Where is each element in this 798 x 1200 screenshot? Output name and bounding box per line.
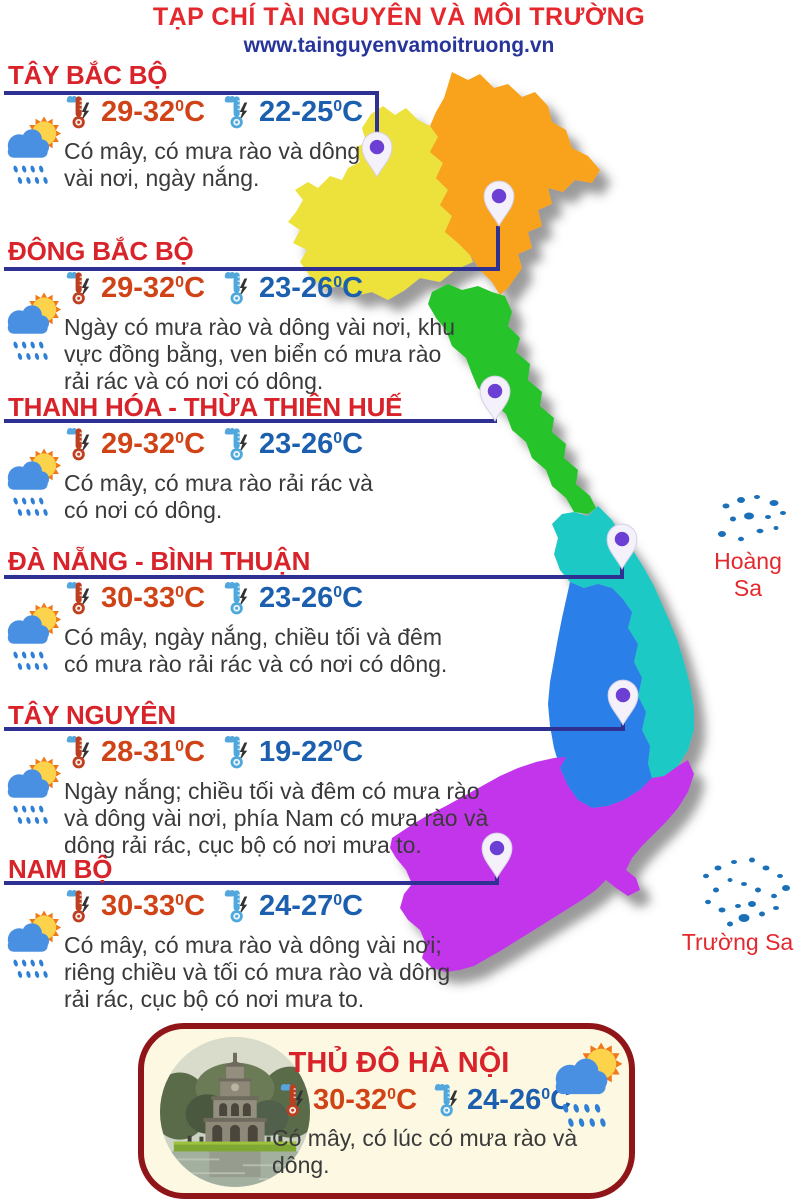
night-temperature: $19-22^0C$: [259, 735, 364, 768]
night-temperature: $23-26^0C$: [259, 427, 364, 460]
thermometer-cold-icon: [222, 425, 252, 463]
thermometer-hot-icon: [64, 269, 94, 307]
hanoi-box: [138, 1023, 635, 1199]
sun-behind-rain-cloud-icon: [0, 744, 64, 840]
region-forecast: Ngày có mưa rào và dông vài nơi, khu vực đồng bằng, ven biển có mưa rào rải rác và có nơi có dông.: [64, 314, 456, 394]
region-block-dong-bac-bo: [0, 236, 660, 394]
night-temperature: $24-26^0C$: [467, 1083, 572, 1116]
sun-behind-rain-cloud-icon: [0, 590, 64, 686]
region-block-tay-nguyen: [0, 700, 660, 858]
thermometer-hot-icon: [278, 1081, 308, 1119]
hanoi-forecast: Có mây, có lúc có mưa rào và dông.: [272, 1125, 578, 1178]
region-title: TÂY NGUYÊN: [8, 700, 176, 730]
region-block-thanh-hoa-hue: [0, 392, 660, 542]
thermometer-hot-icon: [64, 887, 94, 925]
thermometer-hot-icon: [64, 425, 94, 463]
thermometer-hot-icon: [64, 733, 94, 771]
region-title: THANH HÓA - THỪA THIÊN HUẾ: [8, 392, 403, 422]
region-block-nam-bo: [0, 854, 660, 1012]
temperature-row: [64, 425, 363, 463]
region-forecast: Ngày nắng; chiều tối và đêm có mưa rào và dông vài nơi, phía Nam có mưa rào và dông rải rác, cục bộ có nơi mưa to.: [64, 778, 489, 858]
hoang-sa-label: Hoàng Sa: [714, 548, 782, 601]
magazine-url[interactable]: www.tainguyenvamoitruong.vn: [243, 34, 555, 57]
night-temperature: $22-25^0C$: [259, 95, 364, 128]
thermometer-cold-icon: [222, 93, 252, 131]
temperature-row: [64, 269, 363, 307]
day-temperature: $30-32^0C$: [313, 1083, 418, 1116]
temperature-row: [64, 887, 363, 925]
thermometer-cold-icon: [222, 269, 252, 307]
region-forecast: Có mây, có mưa rào rải rác và có nơi có dông.: [64, 470, 373, 523]
truong-sa-label: Trường Sa: [681, 929, 794, 955]
thermometer-hot-icon: [64, 93, 94, 131]
sun-behind-rain-cloud-icon: [546, 1037, 626, 1137]
region-forecast: Có mây, có mưa rào và dông vài nơi, ngày nắng.: [64, 138, 361, 191]
day-temperature: $29-32^0C$: [101, 95, 206, 128]
day-temperature: $30-33^0C$: [101, 581, 206, 614]
day-temperature: $29-32^0C$: [101, 427, 206, 460]
masthead: [0, 3, 798, 58]
day-temperature: $30-33^0C$: [101, 889, 206, 922]
day-temperature: $28-31^0C$: [101, 735, 206, 768]
region-title: TÂY BẮC BỘ: [8, 60, 168, 90]
region-forecast: Có mây, có mưa rào và dông vài nơi; riêng chiều và tối có mưa rào và dông rải rác, cục bộ có nơi mưa to.: [64, 932, 451, 1012]
hanoi-title: THỦ ĐÔ HÀ NỘI: [288, 1047, 510, 1079]
thermometer-cold-icon: [222, 733, 252, 771]
day-temperature: $29-32^0C$: [101, 271, 206, 304]
night-temperature: $23-26^0C$: [259, 581, 364, 614]
temperature-row: [64, 93, 363, 131]
temperature-row: [64, 579, 363, 617]
region-title: ĐÀ NẴNG - BÌNH THUẬN: [8, 546, 311, 576]
temperature-row: [278, 1081, 571, 1119]
region-title: NAM BỘ: [8, 854, 113, 884]
thermometer-hot-icon: [64, 579, 94, 617]
region-block-tay-bac-bo: [0, 60, 660, 210]
night-temperature: $23-26^0C$: [259, 271, 364, 304]
thermometer-cold-icon: [222, 887, 252, 925]
night-temperature: $24-27^0C$: [259, 889, 364, 922]
region-forecast: Có mây, ngày nắng, chiều tối và đêm có mưa rào rải rác và có nơi có dông.: [64, 624, 448, 677]
thermometer-cold-icon: [432, 1081, 462, 1119]
region-title: ĐÔNG BẮC BỘ: [8, 236, 194, 266]
sun-behind-rain-cloud-icon: [0, 280, 64, 376]
sun-behind-rain-cloud-icon: [0, 436, 64, 532]
thermometer-cold-icon: [222, 579, 252, 617]
temperature-row: [64, 733, 363, 771]
magazine-title: TẠP CHÍ TÀI NGUYÊN VÀ MÔI TRƯỜNG: [152, 3, 646, 31]
region-block-da-nang-binh-thuan: [0, 546, 660, 696]
sun-behind-rain-cloud-icon: [0, 898, 64, 994]
sun-behind-rain-cloud-icon: [0, 104, 64, 200]
